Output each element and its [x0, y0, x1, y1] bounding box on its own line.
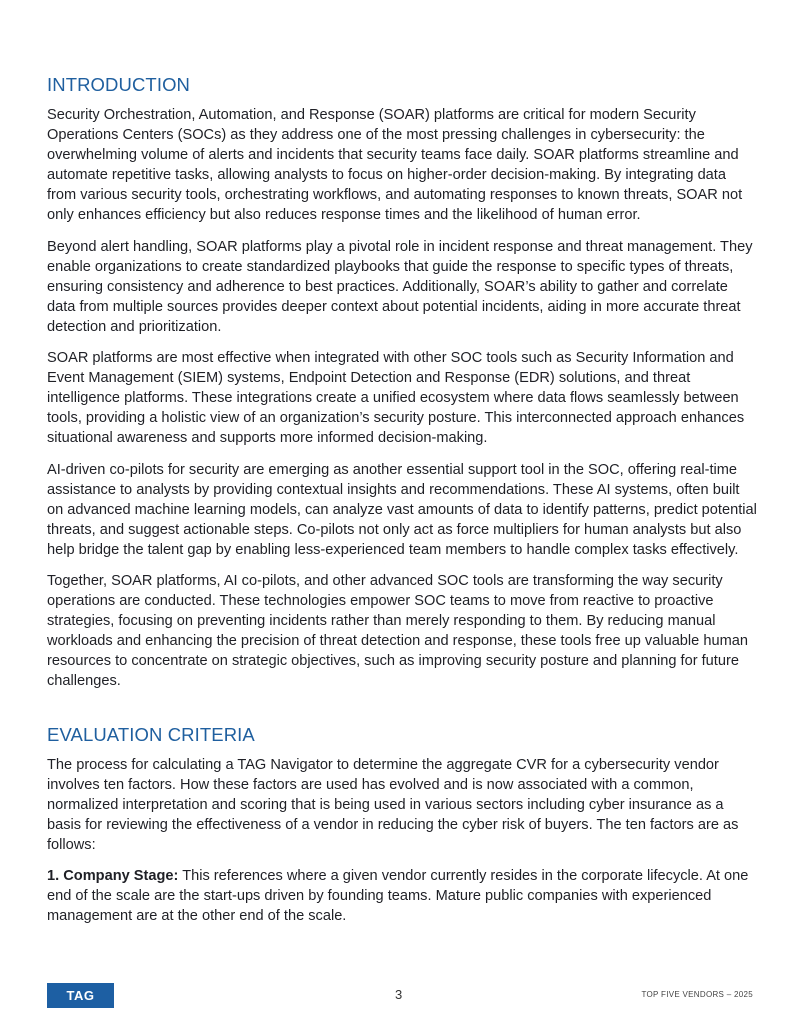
tag-logo [47, 983, 114, 1008]
footer-report-title: TOP FIVE VENDORS – 2025 [641, 990, 753, 999]
intro-paragraph-2: Beyond alert handling, SOAR platforms play a pivotal role in incident response and threat management. They enable organizations to create standardized playbooks that guide the response to specific types of threats, ensuring consistency and adherence to best practices. Additionally, SOAR’s ability to gather and correlate data from multiple sources provides deeper context about potential incidents, aiding in more accurate threat detection and prioritization. [47, 238, 753, 335]
tag-logo-text: TAG [66, 988, 95, 1003]
intro-paragraph-4: AI-driven co-pilots for security are emerging as another essential support tool in the SOC, offering real-time assistance to analysts by providing contextual insights and recommendations. These AI systems, often built on advanced machine learning models, can analyze vast amounts of data to identify patterns, predict potential threats, and suggest actionable steps. Co-pilots not only act as force multipliers for human analysts but also help bridge the talent gap by enabling less-experienced team members to handle complex tasks effectively. [47, 461, 757, 558]
list-item-term: Company Stage: [63, 868, 179, 884]
introduction-heading: INTRODUCTION [47, 74, 191, 95]
page-number: 3 [395, 987, 403, 1002]
list-item-text: This references where a given vendor currently resides in the corporate lifecycle. At one end of the scale are the start-ups driven by founding teams. Mature public companies with experienced management are at the other end of the scale. [47, 868, 749, 925]
document-body [47, 74, 757, 926]
intro-paragraph-1: Security Orchestration, Automation, and Response (SOAR) platforms are critical for modern Security Operations Centers (SOCs) as they address one of the most pressing challenges in cybersecurity: the overwhelming volume of alerts and incidents that security teams face daily. SOAR platforms streamline and automate repetitive tasks, allowing analysts to focus on higher-order decision-making. By integrating data from various security tools, orchestrating workflows, and automating responses to known threats, SOAR not only enhances efficiency but also reduces response times and the likelihood of human error. [47, 107, 743, 224]
evaluation-paragraph: The process for calculating a TAG Navigator to determine the aggregate CVR for a cybersecurity vendor involves ten factors. How these factors are used has evolved and is now associated with a common, normalized interpretation and scoring that is being used in various sectors including cyber insurance as a basis for reviewing the effectiveness of a vendor in reducing the cyber risk of buyers. The ten factors are as follows: [47, 756, 739, 853]
intro-paragraph-3: SOAR platforms are most effective when integrated with other SOC tools such as Security Information and Event Management (SIEM) systems, Endpoint Detection and Response (EDR) solutions, and threat intelligence platforms. These integrations create a unified ecosystem where data flows seamlessly between tools, providing a holistic view of an organization’s security posture. This interconnected approach enhances situational awareness and supports more informed decision-making. [47, 350, 745, 447]
list-item [47, 866, 757, 926]
list-item-number: 1. [47, 868, 60, 884]
evaluation-criteria-heading: EVALUATION CRITERIA [47, 723, 255, 745]
intro-paragraph-5: Together, SOAR platforms, AI co-pilots, and other advanced SOC tools are transforming the way security operations are conducted. These technologies empower SOC teams to move from reactive to proactive strategies, focusing on preventing incidents rather than merely responding to them. By reducing manual workloads and enhancing the precision of threat detection and response, these tools free up valuable human resources to concentrate on strategic objectives, such as improving security posture and planning for future challenges. [47, 572, 748, 690]
